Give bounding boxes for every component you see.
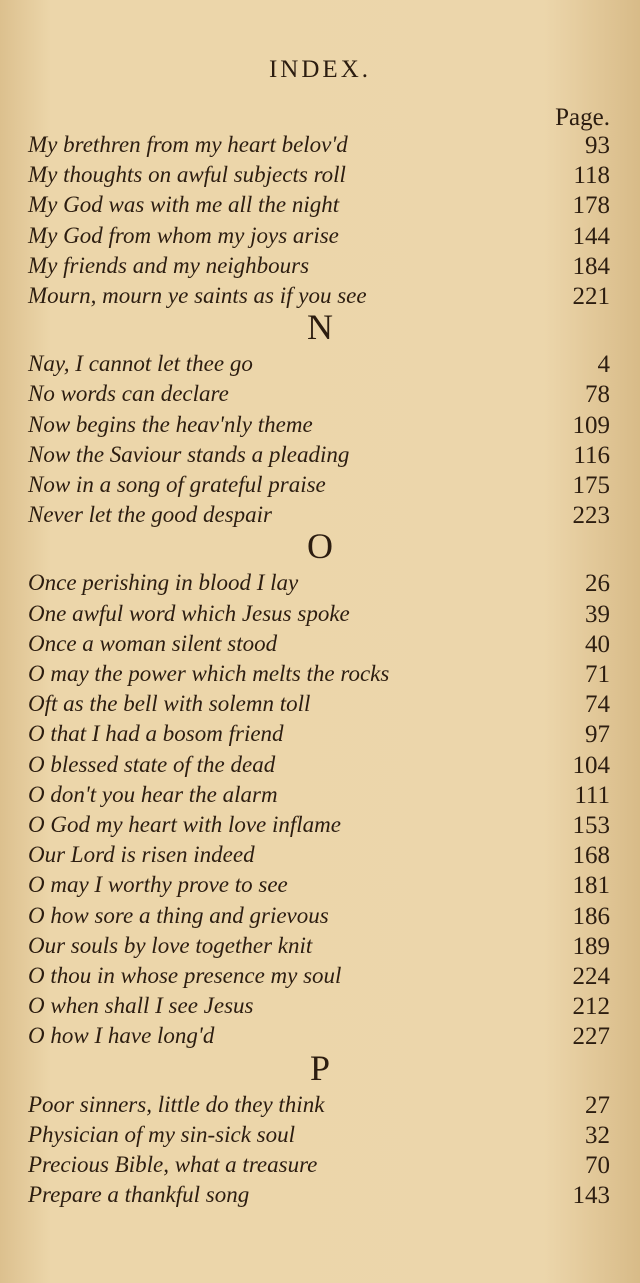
page-number: 32 (585, 1121, 610, 1149)
section-letter-label: P (309, 1047, 331, 1088)
index-entry (0, 253, 640, 283)
hymn-first-line: O may the power which melts the rocks (28, 661, 390, 686)
hymn-first-line: Now begins the heav'nly theme (28, 411, 313, 437)
index-entry (0, 1152, 640, 1182)
index-entry (0, 351, 640, 381)
section-letter-n (0, 307, 640, 348)
page-number: 221 (572, 283, 610, 310)
hymn-first-line: Prepare a thankful song (28, 1182, 250, 1208)
hymn-first-line: O don't you hear the alarm (28, 781, 278, 807)
page-number: 143 (572, 1182, 610, 1210)
page-number: 71 (585, 661, 610, 688)
page-number: 26 (585, 570, 610, 598)
index-entry (0, 812, 640, 842)
page-number: 175 (572, 472, 610, 499)
hymn-first-line: Once a woman silent stood (28, 630, 278, 656)
hymn-first-line: Never let the good despair (28, 502, 273, 528)
page-number: 223 (572, 502, 610, 530)
hymn-first-line: O when shall I see Jesus (28, 993, 254, 1019)
index-entry (0, 1122, 640, 1152)
hymn-first-line: Our souls by love together knit (28, 932, 313, 958)
page-number: 109 (572, 411, 610, 439)
hymn-first-line: Oft as the bell with solemn toll (28, 691, 311, 717)
index-entry (0, 1092, 640, 1122)
index-entry (0, 132, 640, 162)
index-entry (0, 601, 640, 631)
page-number: 93 (585, 132, 610, 159)
page-number: 168 (572, 842, 610, 870)
section-letter-label: N (307, 307, 333, 348)
page-number: 212 (572, 993, 610, 1021)
hymn-first-line: Poor sinners, little do they think (28, 1091, 325, 1117)
index-entry (0, 782, 640, 812)
page-number: 178 (572, 192, 610, 220)
index-entry (0, 872, 640, 902)
hymn-first-line: Precious Bible, what a treasure (28, 1152, 318, 1177)
hymn-first-line: Physician of my sin-sick soul (28, 1121, 296, 1147)
index-entry (0, 963, 640, 993)
page-number: 27 (585, 1091, 610, 1119)
page-number: 104 (572, 751, 610, 779)
page-number: 97 (585, 721, 610, 749)
page-number: 4 (597, 351, 610, 379)
hymn-first-line: Once perishing in blood I lay (28, 570, 299, 596)
hymn-first-line: No words can declare (28, 381, 229, 407)
hymn-first-line: My God was with me all the night (28, 192, 340, 218)
index-entry (0, 721, 640, 751)
page-number: 184 (572, 252, 610, 280)
hymn-first-line: O how I have long'd (28, 1023, 215, 1049)
page-number: 40 (585, 630, 610, 658)
page-number: 39 (585, 600, 610, 628)
page-number: 189 (572, 932, 610, 960)
hymn-first-line: Our Lord is risen indeed (28, 842, 255, 868)
hymn-first-line: My brethren from my heart belov'd (28, 132, 348, 157)
index-entry (0, 1182, 640, 1212)
index-entry (0, 661, 640, 691)
index-entry (0, 993, 640, 1023)
index-entry (0, 162, 640, 192)
section-letter-p (0, 1047, 640, 1088)
hymn-first-line: My thoughts on awful subjects roll (28, 162, 346, 188)
hymn-first-line: One awful word which Jesus spoke (28, 600, 350, 626)
page-number: 111 (574, 781, 610, 809)
hymn-first-line: Now the Saviour stands a pleading (28, 441, 350, 467)
index-entry (0, 223, 640, 253)
page-number: 227 (572, 1023, 610, 1051)
page-title: INDEX. (268, 56, 371, 83)
page-number: 70 (585, 1152, 610, 1179)
section-letter-o (0, 526, 640, 567)
index-entry (0, 381, 640, 411)
index-entry (0, 903, 640, 933)
page-number: 224 (572, 963, 610, 990)
page-column-header: Page. (555, 104, 610, 131)
page-number: 74 (585, 691, 610, 719)
index-entry (0, 842, 640, 872)
index-entry (0, 412, 640, 442)
index-entry (0, 631, 640, 661)
hymn-first-line: O that I had a bosom friend (28, 721, 284, 747)
index-entry (0, 442, 640, 472)
page-number: 186 (572, 902, 610, 930)
page-number: 153 (572, 812, 610, 839)
index-entry (0, 933, 640, 963)
hymn-first-line: O may I worthy prove to see (28, 872, 288, 898)
hymn-first-line: O thou in whose presence my soul (28, 963, 342, 988)
hymn-first-line: My God from whom my joys arise (28, 222, 339, 248)
page-number: 78 (585, 381, 610, 409)
index-entry (0, 192, 640, 222)
hymn-first-line: Mourn, mourn ye saints as if you see (28, 283, 367, 308)
index-entry (0, 691, 640, 721)
index-entry (0, 752, 640, 782)
page-number: 116 (573, 441, 610, 469)
page-number: 181 (572, 872, 610, 900)
hymn-first-line: O blessed state of the dead (28, 751, 276, 777)
hymn-first-line: Nay, I cannot let thee go (28, 351, 253, 377)
page-number: 118 (573, 162, 610, 190)
hymn-first-line: My friends and my neighbours (28, 252, 310, 278)
page-number: 144 (572, 222, 610, 250)
index-entry (0, 472, 640, 502)
index-entry (0, 570, 640, 600)
hymn-first-line: O God my heart with love inflame (28, 812, 342, 837)
hymn-first-line: O how sore a thing and grievous (28, 902, 329, 928)
section-letter-label: O (307, 526, 333, 567)
hymn-first-line: Now in a song of grateful praise (28, 472, 326, 497)
